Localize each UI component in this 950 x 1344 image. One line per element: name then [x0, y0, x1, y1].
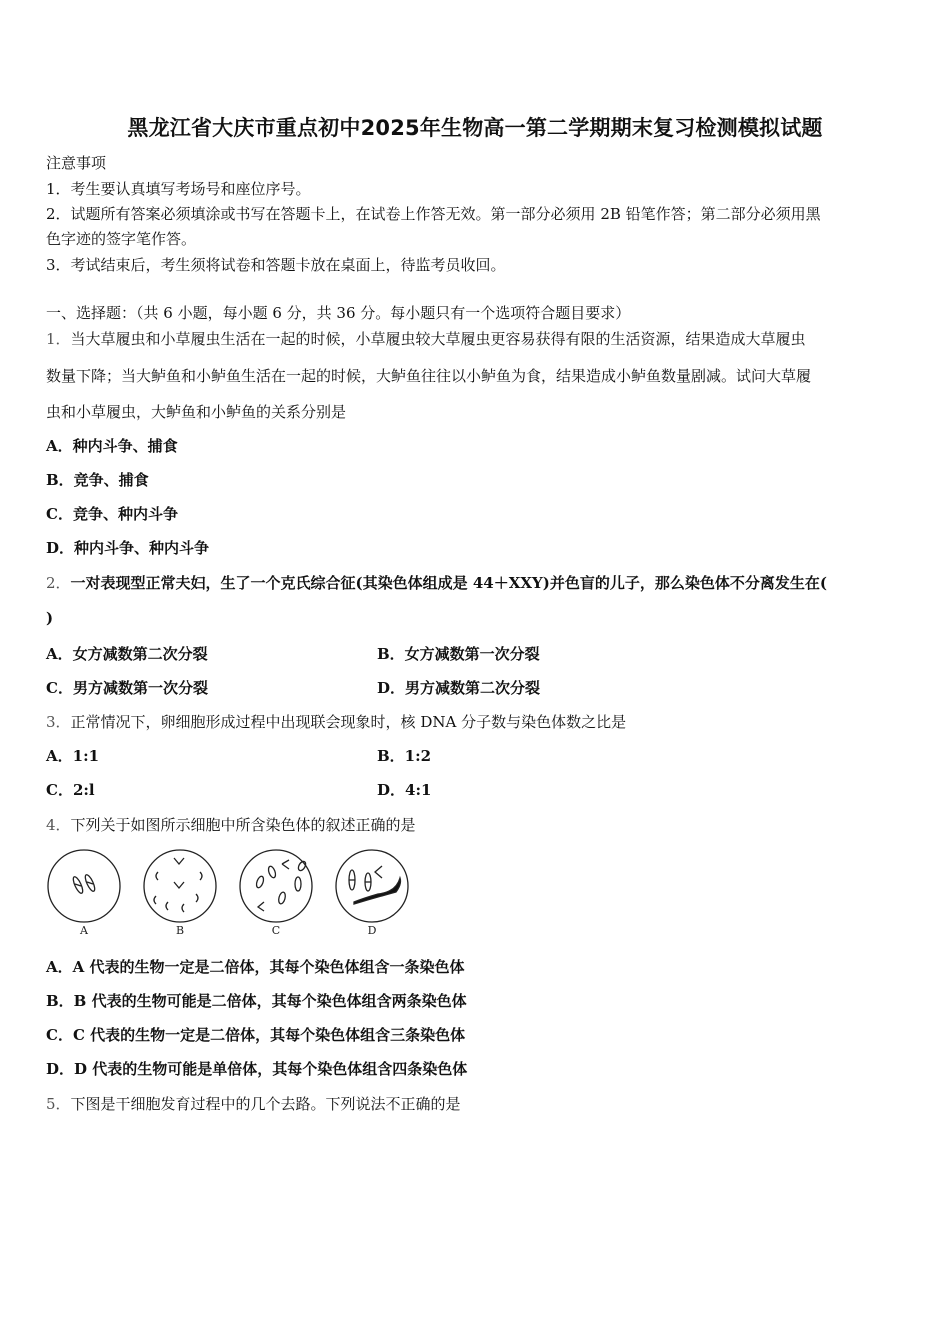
option-a: A．1:1 — [46, 747, 100, 765]
page-title: 黑龙江省大庆市重点初中2025年生物高一第二学期期末复习检测模拟试题 — [127, 116, 823, 140]
option-d: D．4:1 — [377, 781, 432, 799]
question-number: 2． — [46, 574, 71, 592]
section-heading: 一、选择题：（共 6 小题，每小题 6 分，共 36 分。每小题只有一个选项符合题目要求） — [46, 304, 631, 322]
option-a: A．女方减数第二次分裂 — [46, 645, 208, 663]
notice-item: 2．试题所有答案必须填涂或书写在答题卡上，在试卷上作答无效。第一部分必须用 2B 铅笔作答；第二部分必须用黑 — [46, 205, 821, 223]
question-stem: 当大草履虫和小草履虫生活在一起的时候，小草履虫较大草履虫更容易获得有限的生活资源，结果造成大草履虫 — [70, 330, 806, 348]
cell-label-a: A — [80, 924, 88, 937]
cell-chromosome-figure — [46, 842, 416, 938]
question-stem: 正常情况下，卵细胞形成过程中出现联会现象时，核 DNA 分子数与染色体数之比是 — [70, 713, 627, 731]
option-c: C．2:l — [46, 781, 95, 799]
question-stem: 数量下降；当大鲈鱼和小鲈鱼生活在一起的时候，大鲈鱼往往以小鲈鱼为食，结果造成小鲈鱼数量剧减。试问大草履 — [46, 367, 812, 385]
option-a: A．A 代表的生物一定是二倍体，其每个染色体组含一条染色体 — [46, 958, 465, 976]
cell-d — [336, 850, 408, 922]
option-b: B．B 代表的生物可能是二倍体，其每个染色体组含两条染色体 — [46, 992, 467, 1010]
option-c: C．C 代表的生物一定是二倍体，其每个染色体组含三条染色体 — [46, 1026, 466, 1044]
option-d: D．男方减数第二次分裂 — [377, 679, 541, 697]
question-stem: 下图是干细胞发育过程中的几个去路。下列说法不正确的是 — [70, 1095, 461, 1113]
option-a: A．种内斗争、捕食 — [46, 437, 178, 455]
notice-item: 色字迹的签字笔作答。 — [46, 230, 197, 248]
option-b: B．女方减数第一次分裂 — [377, 645, 540, 663]
notice-item: 3．考试结束后，考生须将试卷和答题卡放在桌面上，待监考员收回。 — [46, 256, 506, 274]
question-number: 5． — [46, 1095, 71, 1113]
option-b: B．竞争、捕食 — [46, 471, 149, 489]
option-d: D．种内斗争、种内斗争 — [46, 539, 210, 557]
cell-label-c: C — [271, 924, 281, 937]
option-c: C．竞争、种内斗争 — [46, 505, 178, 523]
question-stem: 一对表现型正常夫妇，生了一个克氏综合征(其染色体组成是 44＋XXY)并色盲的儿子，那么染色体不分离发生在( — [70, 574, 827, 592]
cell-b — [144, 850, 216, 922]
notice-heading: 注意事项 — [46, 154, 107, 172]
option-c: C．男方减数第一次分裂 — [46, 679, 208, 697]
question-stem: 下列关于如图所示细胞中所含染色体的叙述正确的是 — [70, 816, 416, 834]
question-number: 1． — [46, 330, 71, 348]
question-stem: ) — [46, 609, 54, 627]
notice-item: 1．考生要认真填写考场号和座位序号。 — [46, 180, 311, 198]
cell-c — [240, 850, 312, 922]
question-number: 4． — [46, 816, 71, 834]
cell-a — [48, 850, 120, 922]
question-stem: 虫和小草履虫，大鲈鱼和小鲈鱼的关系分别是 — [46, 403, 347, 421]
cell-label-d: D — [367, 924, 377, 937]
option-b: B．1:2 — [377, 747, 432, 765]
cell-label-b: B — [175, 924, 185, 937]
question-number: 3． — [46, 713, 71, 731]
option-d: D．D 代表的生物可能是单倍体，其每个染色体组含四条染色体 — [46, 1060, 468, 1078]
